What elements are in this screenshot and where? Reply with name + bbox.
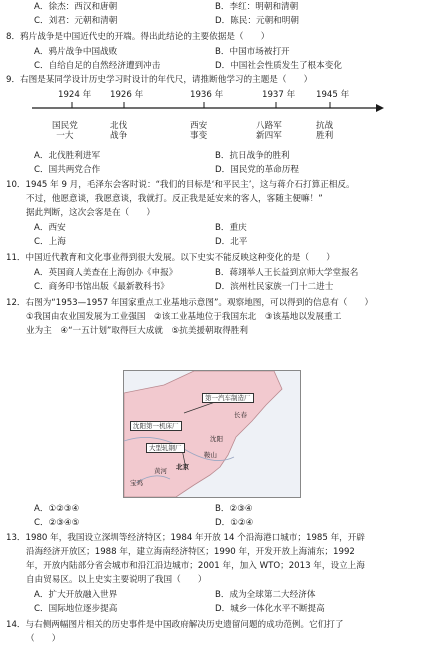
q10-stem-line3: 据此判断，这次会客是在（ ） (26, 208, 155, 218)
q12-option-c: C．②③④⑤ (34, 518, 80, 528)
q9-option-d: D．国民党的革命历程 (215, 165, 299, 175)
q12-stem-line1: 12．右图为“1953—1957 年国家重点工业基地示意图”。观察地图，可以得到的信息有（ ） (6, 298, 374, 308)
q13-option-b: B．成为全球第二大经济体 (215, 590, 316, 600)
timeline-event: 北伐 战争 (110, 121, 128, 141)
q11-option-d: D．滨州杜民家族一门十二进士 (215, 282, 334, 292)
q7-option-d: D．陈民：元朝和明朝 (215, 16, 299, 26)
q13-stem-line4: 自由贸易区。以上史实主要说明了我国（ ） (26, 575, 207, 585)
timeline-year: 1945 年 (316, 90, 350, 100)
q11-option-c: C．商务印书馆出版《最新教科书》 (34, 282, 169, 292)
q12-option-d: D．①②④ (215, 518, 254, 528)
q10-option-a: A．西安 (34, 223, 66, 233)
timeline-event: 抗战 胜利 (316, 121, 334, 141)
q8-option-d: D．中国社会性质发生了根本变化 (215, 61, 342, 71)
q7-option-b: B．李红：明朝和清朝 (215, 2, 299, 12)
q12-option-a: A．①②③④ (34, 504, 80, 514)
q8-option-c: C．自给自足的自然经济遭到冲击 (34, 61, 161, 71)
timeline-year: 1926 年 (110, 90, 144, 100)
map-label-anshan: 鞍山 (204, 451, 217, 459)
q9-option-a: A．北伐胜利进军 (34, 151, 101, 161)
map-label-beijing: 北京 (176, 463, 189, 471)
timeline-event: 国民党 一大 (52, 121, 78, 141)
q10-option-d: D．北平 (215, 237, 248, 247)
timeline-year: 1936 年 (190, 90, 224, 100)
map-territory (124, 371, 300, 497)
map-label-shenyang: 沈阳 (210, 435, 223, 443)
q13-option-c: C．国际地位逐步提高 (34, 604, 118, 614)
q13-option-d: D．城乡一体化水平不断提高 (215, 604, 325, 614)
timeline-event: 西安 事变 (190, 121, 208, 141)
timeline (0, 88, 422, 148)
q9-option-b: B．抗日战争的胜利 (215, 151, 290, 161)
q11-stem: 11．中国近代教育和文化事业得到很大发展。以下史实不能反映这种变化的是（ ） (6, 253, 335, 263)
q13-stem-line3: 年，开放内陆部分省会城市和沿江沿边城市；2001 年，加入 WTO；2013 年，设立上海 (26, 561, 365, 571)
timeline-event: 八路军 新四军 (256, 121, 282, 141)
q14-stem-line2: （ ） (26, 634, 61, 644)
industrial-base-map (123, 370, 301, 498)
q8-option-a: A．鸦片战争中国战败 (34, 47, 118, 57)
q7-option-a: A．徐杰：西汉和唐朝 (34, 2, 118, 12)
q9-option-c: C．国共两党合作 (34, 165, 101, 175)
q13-option-a: A．扩大开放融入世界 (34, 590, 118, 600)
q10-option-b: B．重庆 (215, 223, 247, 233)
map-label-factory1: 第一汽车制造厂 (202, 393, 254, 403)
q11-option-b: B．蒋翊举人王长益到京师大学堂报名 (215, 268, 359, 278)
map-label-factory2: 沈阳第一机床厂 (130, 421, 182, 431)
q10-stem-line2: 不过，他愿意谈，我愿意谈，我就打。反正我是延安来的客人，客随主便嘛！” (26, 194, 323, 204)
map-label-yellow-river: 黄河 (154, 467, 167, 475)
q13-stem-line2: 沿海经济开放区；1988 年，建立海南经济特区；1990 年，开发开放上海浦东；1992 (26, 547, 355, 557)
q12-stem-line2: ①我国由农业国发展为工业强国 ②该工业基地位于我国东北 ③该基地以发展重工 (26, 312, 342, 322)
q8-option-b: B．中国市场被打开 (215, 47, 290, 57)
q10-option-c: C．上海 (34, 237, 66, 247)
map-label-factory3: 大型轧钢厂 (146, 443, 185, 453)
map-label-changchun: 长春 (234, 411, 247, 419)
timeline-year: 1924 年 (58, 90, 92, 100)
q7-option-c: C．刘君：元朝和清朝 (34, 16, 118, 26)
q13-stem-line1: 13．1980 年，我国设立深圳等经济特区；1984 年开放 14 个沿海港口城市；1985 年，开辟 (6, 533, 365, 543)
q14-stem-line1: 14．与右侧两幅图片相关的历史事件是中国政府解决历史遗留问题的成功范例。它们打了 (6, 620, 344, 630)
q10-stem-line1: 10．1945 年 9 月，毛泽东会客时说：“我们的目标是‘和平民主’，这与蒋介石打算正相反。 (6, 180, 355, 190)
q12-stem-line3: 业为主 ④“一五计划”取得巨大成就 ⑤抗美援朝取得胜利 (26, 326, 248, 336)
q8-stem: 8．鸦片战争是中国近代史的开端。得出此结论的主要依据是（ ） (6, 32, 270, 42)
timeline-axis (0, 98, 422, 122)
q11-option-a: A．英国商人美查在上海创办《申报》 (34, 268, 178, 278)
map-label-baoji: 宝鸡 (130, 479, 143, 487)
timeline-year: 1937 年 (262, 90, 296, 100)
q12-option-b: B．②③④ (215, 504, 253, 514)
q9-stem: 9．右图是某同学设计历史学习时设计的年代尺，请推断他学习的主题是（ ） (6, 75, 313, 85)
